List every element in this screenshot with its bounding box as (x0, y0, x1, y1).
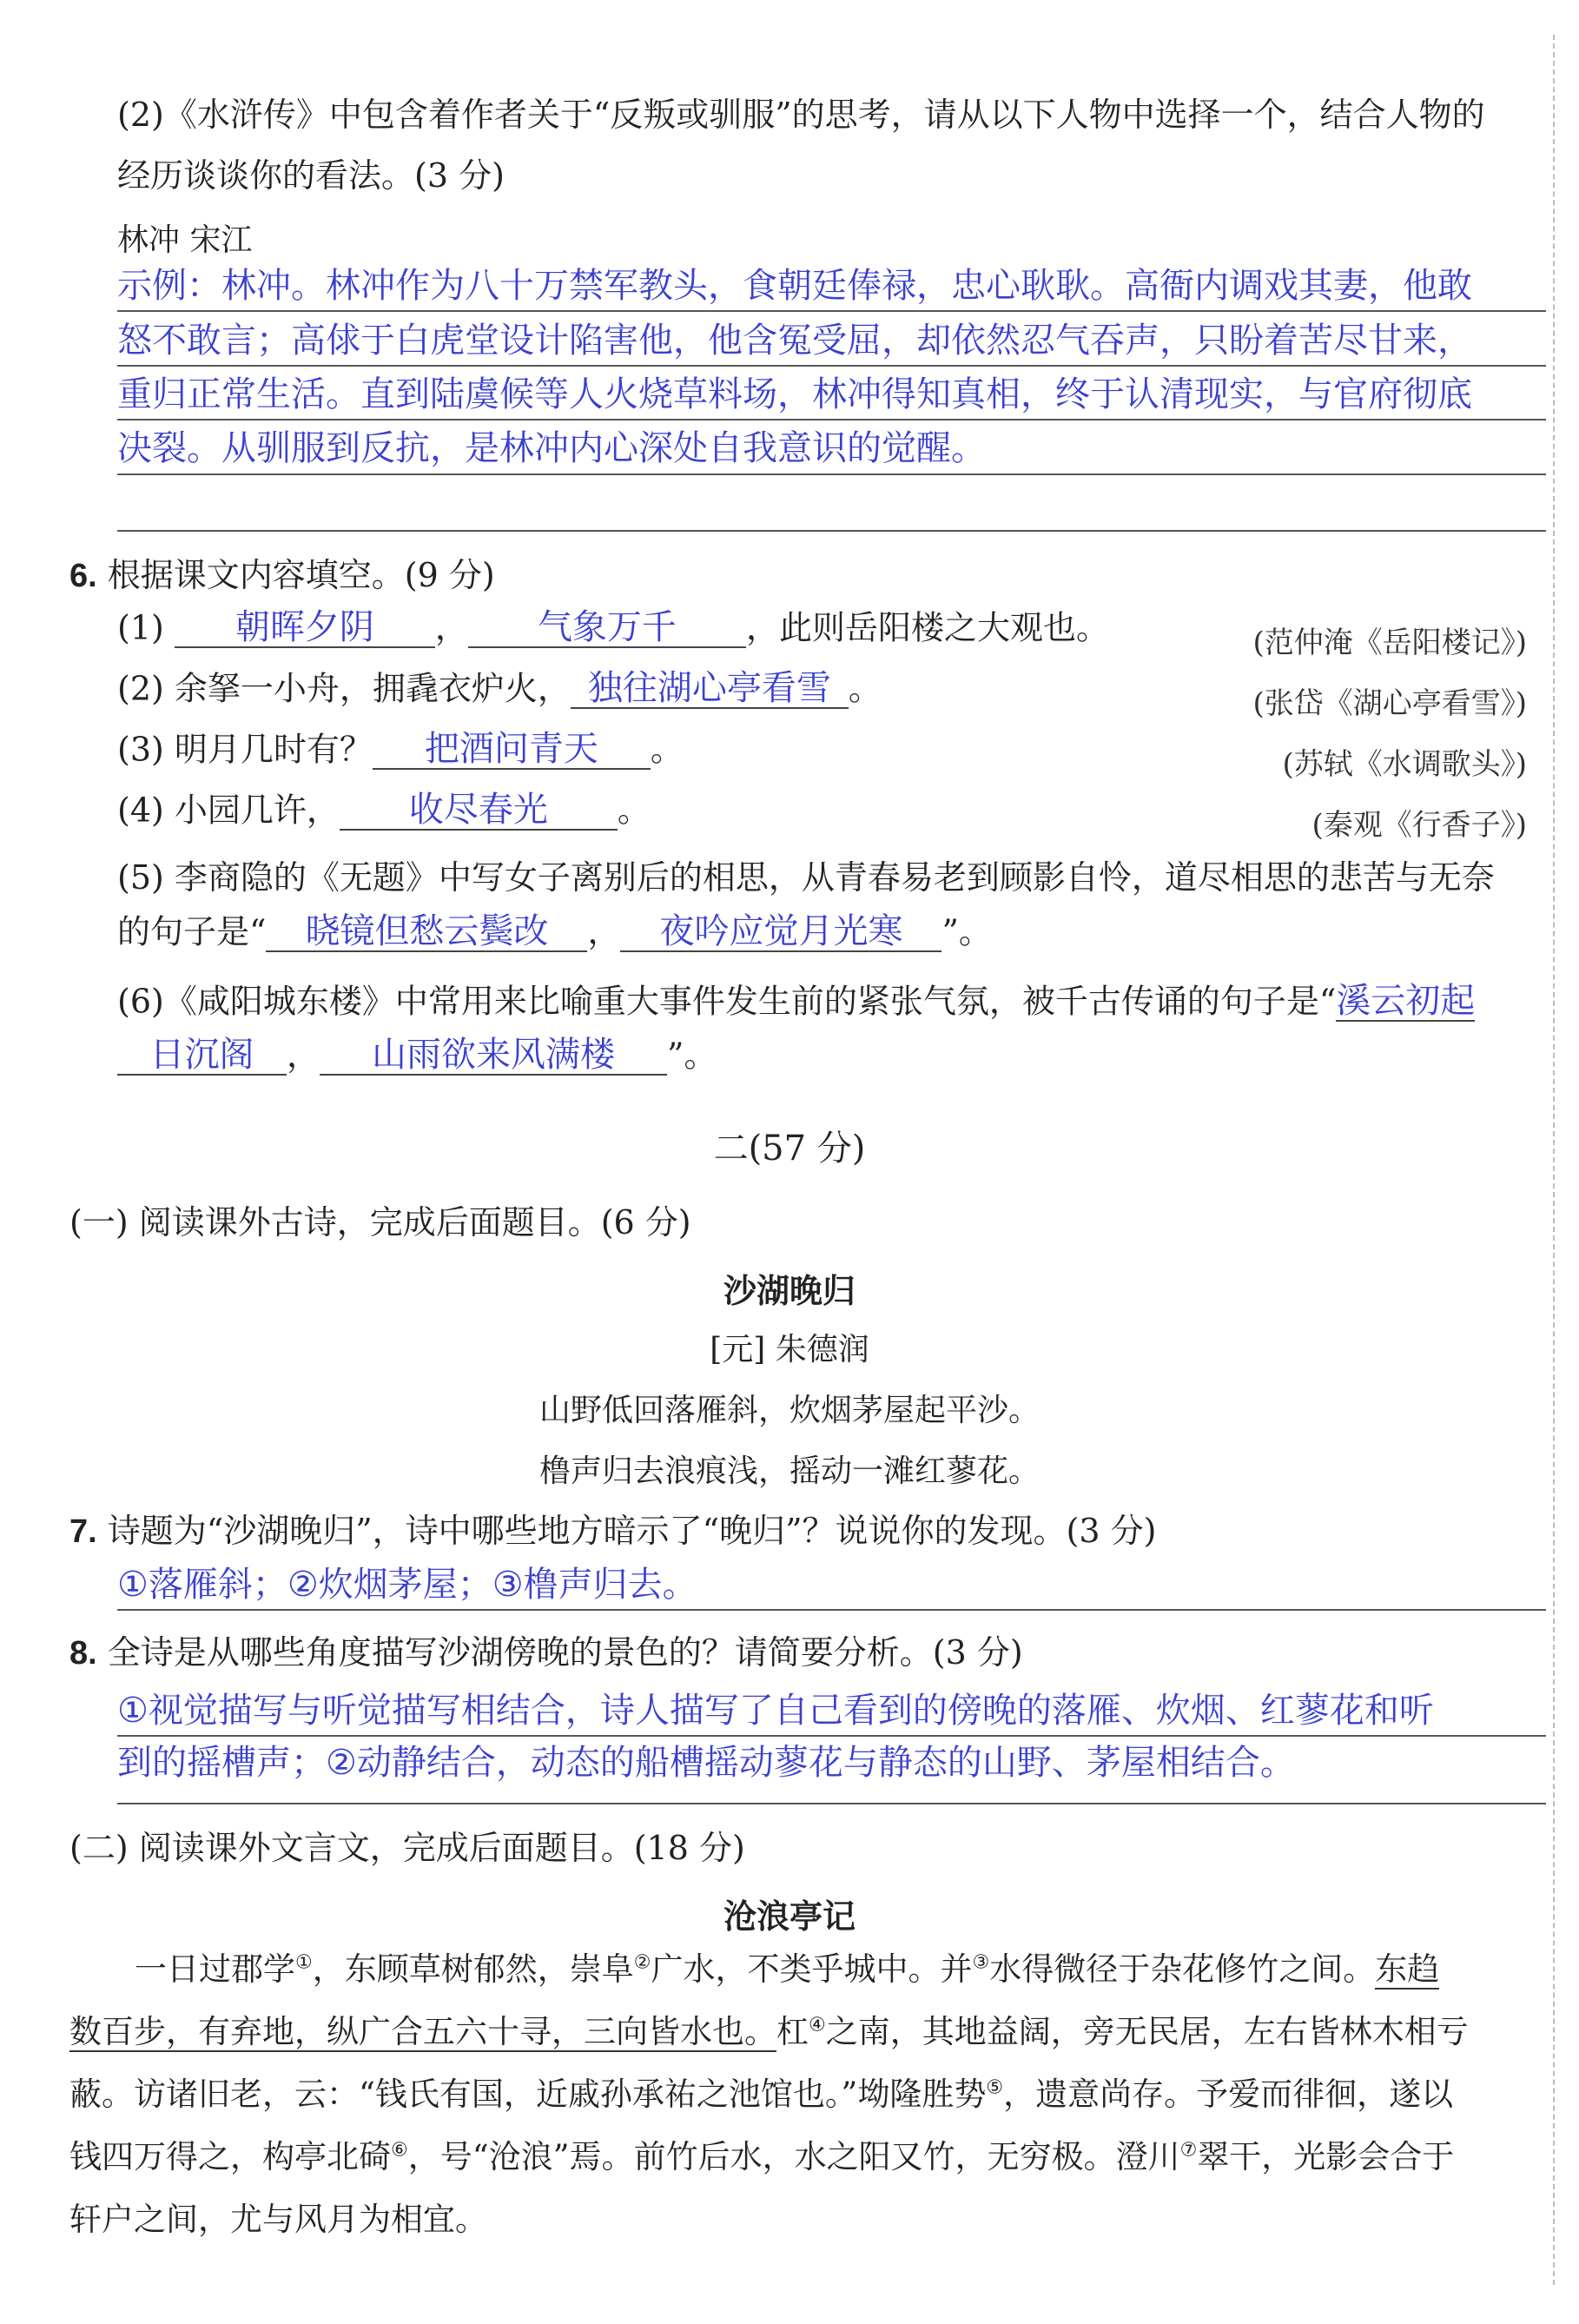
q6-item1-suffix: ，此则岳阳楼之大观也。 (745, 608, 1109, 647)
footnote-mark: ⑤ (986, 2076, 1004, 2099)
answer-rule (117, 530, 1546, 532)
poem-title: 沙湖晚归 (723, 1272, 856, 1310)
q5-2-line2: 经历谈谈你的看法。(3 分) (117, 156, 505, 195)
q6-item2-suffix: 。 (848, 669, 882, 708)
q8-question (69, 1633, 1023, 1674)
q8-answer-line1: ①视觉描写与听觉描写相结合，诗人描写了自己看到的傍晚的落雁、炊烟、红蓼花和听 (117, 1691, 1434, 1731)
q6-item4-blank1: 收尽春光 (340, 791, 618, 831)
q6-item6-blank1: 日沉阁 (117, 1036, 287, 1076)
essay-text: 翠干，光影会合于 (1197, 2138, 1455, 2175)
answer-rule (117, 419, 1546, 420)
q6-item3-source: (苏轼《水调歌头》) (1282, 747, 1527, 782)
footnote-mark: ⑥ (391, 2139, 408, 2162)
footnote-mark: ② (633, 1951, 651, 1974)
q6-item6-line1 (117, 982, 1475, 1022)
q6-item5-prefix: 的句子是“ (117, 912, 267, 951)
q6-item4-prefix: (4) 小园几许， (117, 791, 340, 830)
essay-line1 (135, 1950, 1439, 1989)
essay-text: ，东顾草树郁然，崇阜 (312, 1950, 634, 1988)
essay-text: 蔽。访诸旧老，云：“钱氏有国，近戚孙承祐之池馆也。”坳隆胜势 (69, 2076, 987, 2113)
q6-item1-blank1: 朝晖夕阴 (175, 608, 435, 648)
section-two-heading: 二(57 分) (713, 1129, 866, 1169)
q6-item1-sep: ， (434, 608, 468, 647)
q6-item3 (117, 730, 684, 770)
q5-2-line1: (2)《水浒传》中包含着作者关于“反叛或驯服”的思考，请从以下人物中选择一个，结合人物的 (117, 96, 1485, 134)
q8-answer-line2: 到的摇槽声；②动静结合，动态的船槽摇动蓼花与静态的山野、茅屋相结合。 (117, 1743, 1295, 1783)
q6-item6-blank2: 山雨欲来风满楼 (320, 1036, 667, 1076)
q6-item4 (117, 791, 651, 831)
q6-item1-blank2: 气象万千 (468, 608, 746, 648)
q7-question (69, 1512, 1156, 1553)
q5-2-answer-line1: 示例：林冲。林冲作为八十万禁军教头，食朝廷俸禄，忠心耿耿。高衙内调戏其妻，他敢 (117, 266, 1472, 306)
essay-text: 广水，不类乎城中。并 (651, 1950, 973, 1988)
essay-line5: 轩户之间，尤与风月为相宜。 (69, 2201, 487, 2238)
answer-rule (117, 1609, 1546, 1611)
essay-title: 沧浪亭记 (723, 1897, 856, 1936)
q6-item6-suffix: ”。 (667, 1036, 717, 1075)
part2-heading: (二) 阅读课外文言文，完成后面题目。(18 分) (69, 1829, 745, 1867)
footnote-mark: ④ (809, 2014, 826, 2036)
poem-author: [元] 朱德润 (710, 1332, 869, 1367)
answer-rule (117, 1803, 1546, 1804)
q6-item4-source: (秦观《行香子》) (1311, 808, 1527, 843)
underlined-text: 数百步，有弃地，纵广合五六十寻，三向皆水也。 (69, 2013, 776, 2050)
q5-2-answer-line2: 怒不敢言；高俅于白虎堂设计陷害他，他含冤受屈，却依然忍气吞声，只盼着苦尽甘来， (117, 321, 1472, 361)
q6-item3-blank1: 把酒问青天 (373, 730, 651, 770)
q6-item3-suffix: 。 (650, 730, 684, 769)
footnote-mark: ⑦ (1179, 2139, 1198, 2162)
essay-line2 (69, 2013, 1469, 2051)
q6-item2-blank1: 独往湖心亭看雪 (571, 669, 849, 709)
essay-text: 钱四万得之，构亭北碕 (69, 2138, 391, 2175)
essay-line3 (69, 2076, 1453, 2114)
q6-item2-prefix: (2) 余拏一小舟，拥毳衣炉火， (117, 669, 571, 708)
q6-item4-suffix: 。 (617, 791, 651, 830)
q6-item6-line2 (117, 1036, 717, 1076)
q6-item5-blank1: 晓镜但愁云鬓改 (266, 912, 587, 952)
poem-line2: 橹声归去浪痕浅，摇动一滩红蓼花。 (538, 1453, 1040, 1489)
answer-rule (117, 473, 1546, 475)
essay-text: 杠 (776, 2013, 809, 2050)
answer-rule (117, 1735, 1546, 1737)
q6-item2 (117, 669, 882, 709)
essay-text: 水得微径于杂花修竹之间。 (989, 1950, 1376, 1988)
q6-item1-prefix: (1) (117, 608, 164, 647)
q6-item5-blank2: 夜吟应觉月光寒 (620, 912, 941, 952)
q6-number: 6. (69, 558, 97, 594)
q6-item1 (117, 608, 1109, 648)
q6-item1-source: (范仲淹《岳阳楼记》) (1252, 626, 1527, 660)
q6-item5-line1: (5) 李商隐的《无题》中写女子离别后的相思，从青春易老到顾影自怜，道尽相思的悲苦与无奈 (117, 858, 1495, 897)
essay-text: ，号“沧浪”焉。前竹后水，水之阳又竹，无穷极。澄川 (407, 2138, 1180, 2175)
q8-text: 全诗是从哪些角度描写沙湖傍晚的景色的？请简要分析。(3 分) (107, 1633, 1023, 1672)
essay-line4 (69, 2138, 1454, 2176)
q6-item6-text: (6)《咸阳城东楼》中常用来比喻重大事件发生前的紧张气氛，被千古传诵的句子是“ (117, 982, 1337, 1021)
q5-2-answer-line3: 重归正常生活。直到陆虞候等人火烧草料场，林冲得知真相，终于认清现实，与官府彻底 (117, 374, 1472, 414)
q7-answer: ①落雁斜；②炊烟茅屋；③橹声归去。 (117, 1565, 697, 1605)
q6-item6-sep: ， (287, 1036, 320, 1075)
q8-number: 8. (69, 1635, 97, 1672)
q6-item2-source: (张岱《湖心亭看雪》) (1252, 686, 1527, 721)
answer-rule (117, 310, 1546, 312)
q6-item5-line2 (117, 912, 992, 952)
underlined-text: 东趋 (1375, 1950, 1440, 1988)
answer-rule (117, 365, 1546, 367)
essay-text: 之南，其地益阔，旁无民居，左右皆林木相亏 (825, 2013, 1469, 2050)
q6-item6-blank0: 溪云初起 (1336, 981, 1476, 1021)
q6-item5-suffix: ”。 (941, 912, 992, 951)
q6-item5-sep: ， (587, 912, 621, 951)
footnote-mark: ③ (972, 1951, 990, 1974)
q7-text: 诗题为“沙湖晚归”，诗中哪些地方暗示了“晚归”？说说你的发现。(3 分) (107, 1512, 1157, 1550)
q6-heading-text: 根据课文内容填空。(9 分) (107, 556, 495, 594)
footnote-mark: ① (295, 1951, 313, 1974)
q7-number: 7. (69, 1513, 97, 1550)
q6-item3-prefix: (3) 明月几时有？ (117, 730, 373, 769)
part1-heading: (一) 阅读课外古诗，完成后面题目。(6 分) (69, 1203, 691, 1241)
q5-2-answer-line4: 决裂。从驯服到反抗，是林冲内心深处自我意识的觉醒。 (117, 428, 986, 468)
essay-text: ，遗意尚存。予爱而徘徊，遂以 (1003, 2076, 1454, 2113)
q6-heading (69, 556, 495, 597)
poem-line1: 山野低回落雁斜，炊烟茅屋起平沙。 (538, 1393, 1040, 1428)
q5-2-choices: 林冲 宋江 (117, 222, 253, 258)
essay-text: 一日过郡学 (135, 1950, 295, 1988)
